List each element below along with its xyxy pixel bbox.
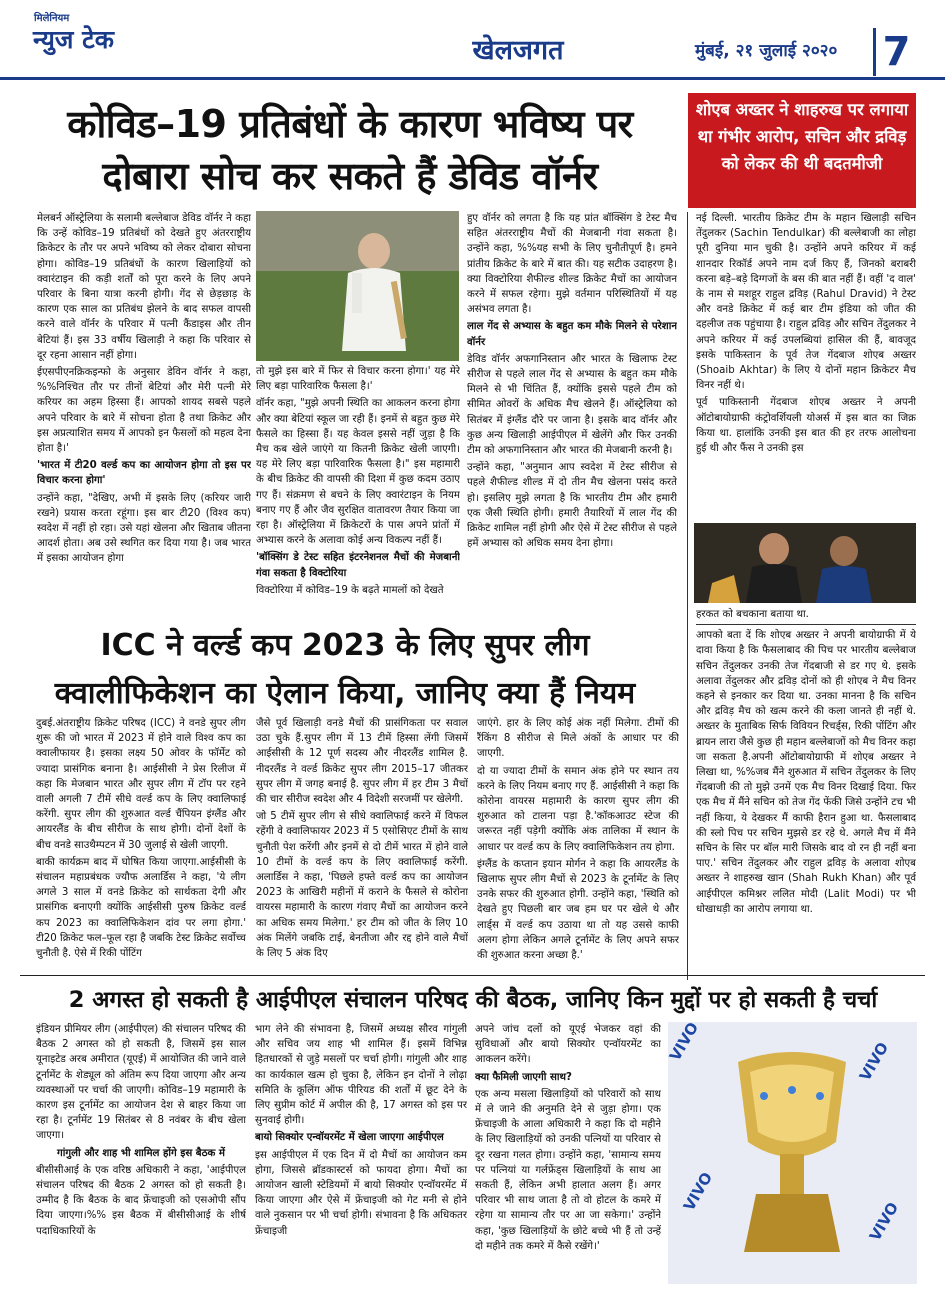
- story1-paragraph: हुए वॉर्नर को लगता है कि यह प्रांत बॉक्सिंग डे टेस्ट मैच सहित अंतरराष्ट्रीय मैचों की मेजबानी गंवा सकता है। उन्होंने कहा, %%यह सभी के लिए चुनौतीपूर्ण है। हमने प्रांतीय क्रिकेट के बारे में बात की। यह सटीक उदाहरण है। क्या विक्टोरिया शैफील्ड शील्ड क्रिकेट मैचों का आयोजन करने में सफल रहेगा। मुझे वर्तमान परिस्थितियों में यह असंभव लगता है।: [467, 213, 677, 316]
- story2-paragraph: दो या ज्यादा टीमों के समान अंक होने पर स्थान तय करने के लिए नियम बनाए गए हैं. आईसीसी ने कहा कि कोरोना वायरस महामारी के कारण सुपर लीग की शुरुआत को टालना पड़ा है.'कॉकआउट स्टेज की जरूरत नहीं पड़ेगी क्योंकि अंक तालिका में स्थान के आधार पर वर्ल्ड कप के लिए क्वालिफिकेशन तय होगा.: [477, 765, 679, 853]
- story2-headline-line1: ICC ने वर्ल्ड कप 2023 के लिए सुपर लीग: [100, 628, 590, 663]
- story3-paragraph: इंडियन प्रीमियर लीग (आईपीएल) की संचालन परिषद की बैठक 2 अगस्त को हो सकती है, जिसमें इस साल यूनाइटेड अरब अमीरात (यूएई) में आयोजित की जाने वाले टूर्नामेंट के शेड्यूल को अंतिम रूप दिया जाएगा और अन्य व्यवस्थाओं पर चर्चा की जाएगी। कोविड–19 महामारी के कारण इस टूर्नामेंट का आयोजन देश से बाहर किया जा रहा है। टूर्नामेंट 19 सितंबर से 8 नवंबर के बीच खेला जाएगा।: [36, 1024, 246, 1142]
- story1-paragraph: वॉर्नर कहा, "मुझे अपनी स्थिति का आकलन करना होगा और क्या बेटियां स्कूल जा रही हैं। इनमें से बहुत कुछ मेरे फैसले का हिस्सा हैं। यह केवल इससे नहीं जुड़ा है कि मैच कब खेले जाएंगे या कितनी क्रिकेट खेली जाएगी। यह मेरे लिए बड़ा पारिवारिक फैसला है।" इस महामारी के बीच क्रिकेट की वापसी की दिशा में कुछ कदम उठाए गए हैं। संक्रमण से बचने के लिए क्वारंटाइन के नियम बनाए गए हैं और जैव सुरक्षित वातावरण तैयार किया जा रहा है। ऑस्ट्रेलिया में क्रिकेटरों के पास अपने प्रांतों में अभ्यास करने के अलावा कोई अन्य विकल्प नहीं हैं।: [256, 398, 460, 547]
- story1-paragraph: विक्टोरिया में कोविड–19 के बढ़ते मामलों को देखते: [256, 584, 444, 596]
- shahrukh-shoaib-photo: [694, 523, 916, 603]
- sidebar-headline: शोएब अख्तर ने शाहरुख पर लगाया था गंभीर आरोप, सचिन और द्रविड़ को लेकर की थी बदतमीजी: [688, 93, 916, 208]
- sponsor-logo: VIVO: [865, 1199, 903, 1244]
- sidebar-paragraph: पूर्व पाकिस्तानी गेंदबाज शोएब अख्तर ने अपनी ऑटोबायोग्राफी कंट्रोवर्शियली योअर्स में इस बात का जिक्र किया था. हालांकि उनकी इस बात की हर तरफ आलोचना हुई थी और फैंस ने उनकी इस: [696, 397, 916, 455]
- story1-col1: [37, 211, 251, 606]
- story2-col3: [477, 716, 679, 978]
- story2-paragraph: इंग्लैंड के कप्तान इयान मोर्गन ने कहा कि आयरलैंड के खिलाफ सुपर लीग मैचों से 2023 के टूर्नामेंट के लिए उनके सफर की शुरुआत होगी. उन्होंने कहा, 'स्थिति को देखते हुए पिछली बार जब हम घर पर खेले थे और लार्ड्स में वर्ल्ड कप उठाया था तो यह उससे काफी अलग होगा लेकिन अगले टूर्नामेंट के लिए अपने सफर की शुरुआत करना अच्छा है.': [477, 858, 679, 962]
- story2-paragraph: बाकी कार्यक्रम बाद में घोषित किया जाएगा.आईसीसी के संचालन महाप्रबंधक ज्यौफ अलार्डिस ने कहा, 'ये लीग अगले 3 साल में वनडे क्रिकेट को सार्थकता देगी और प्रासंगिक बनाएगी क्योंकि आईसीसी पुरुष क्रिकेट वर्ल्ड कप 2023 का क्वालिफिकेशन दांव पर लगा होगा.' टी20 क्रिकेट फल–फूल रहा है जबकि टेस्ट क्रिकेट सर्वोच्च चुनौती है. ऐसे में रिकी पोंटिंग: [36, 856, 246, 960]
- story2-col1: [36, 716, 246, 978]
- story2-paragraph: जाएंगे. हार के लिए कोई अंक नहीं मिलेगा. टीमों की रैंकिंग 8 सीरीज से मिले अंकों के आधार पर की जाएगी.: [477, 718, 679, 760]
- story1-paragraph: तो मुझे इस बारे में फिर से विचार करना होगा।' यह मेरे लिए बड़ा पारिवारिक फैसला है।': [256, 366, 460, 393]
- shahrukh-shoaib-photo-graphic: [694, 523, 916, 603]
- brand-name: न्युज टेक: [33, 25, 114, 54]
- ipl-trophy-photo: [668, 1022, 917, 1284]
- sidebar-col-continued: [696, 607, 916, 977]
- story2-paragraph: जैसे पूर्व खिलाड़ी वनडे मैचों की प्रासंगिकता पर सवाल उठा चुके हैं.सुपर लीग में 13 टीमें हिस्सा लेंगी जिसमें आईसीसी के 12 पूर्ण सदस्य और नीदरलैंड शामिल है. नीदरलैंड ने वर्ल्ड क्रिकेट सुपर लीग 2015–17 जीतकर सुपर लीग में जगह बनाई है. सुपर लीग में हर टीम 3 मैचों की चार सीरीज स्वदेश और 4 विदेशी सरजमीं पर खेलेगी.: [256, 718, 468, 806]
- story3-subhead: बायो सिक्योर एन्वॉयरमेंट में खेला जाएगा आईपीएल: [255, 1132, 444, 1144]
- story2-headline: [20, 622, 670, 718]
- story3-col1: [36, 1022, 246, 1284]
- sidebar-paragraph: नई दिल्ली. भारतीय क्रिकेट टीम के महान खिलाड़ी सचिन तेंदुलकर (Sachin Tendulkar) की बल्लेबाजी का लोहा पूरी दुनिया मान चुकी है। उन्होंने अपने करियर में कई शानदार रिकॉर्ड अपने नाम दर्ज किए हैं, जिनको बराबरी करना बड़े–बड़े दिग्गजों के बस की बात नहीं हैं। वहीं 'द वाल' के नाम से मशहूर राहुल द्रविड़ (Rahul Dravid) ने टेस्ट और वनडे क्रिकेट में कई बार टीम इंडिया को जीत की दहलीज तक पहुंचाया है। राहुल द्रविड़ और सचिन तेंदुलकर ने अपने करियर में कई उपलब्धियां हासिल की हैं, बावजूद इसके पाकिस्तान के पूर्व तेज गेंदबाज शोएब अख्तर (Shoaib Akhtar) के लिए ये दोनों महान क्रिकेटर मैच विनर नहीं थे।: [696, 213, 916, 392]
- section-rule: [20, 975, 925, 976]
- story3-paragraph: बीसीसीआई के एक वरिष्ठ अधिकारी ने कहा, 'आईपीएल संचालन परिषद की बैठक 2 अगस्त को हो सकती है। उम्मीद है कि बैठक के बाद फ्रेंचाइजी को एसओपी सौंप दिया जाएगा।%% इस बैठक में बीसीसीआई के शीर्ष पदाधिकारियों के: [36, 1164, 246, 1237]
- story2-paragraph: दुबई.अंतराष्ट्रीय क्रिकेट परिषद (ICC) ने वनडे सुपर लीग शुरू की जो भारत में 2023 में होने वाले विश्व कप का क्वालीफायर है। इसका लक्ष्य 50 ओवर के फॉर्मेट को ज्यादा प्रासंगिक बनाना है। आईसीसी ने प्रेस रिलीज में कहा कि मेजबान भारत और सुपर लीग में टॉप पर रहने वाली अगली 7 टीमें सीधे वर्ल्ड कप के लिए क्वालिफाई करेंगी. सुपर लीग की शुरुआत वर्ल्ड चैंपियन इंग्लैंड और आयरलैंड के बीच सीरीज के साथ होगी। दोनों देशों के बीच वनडे साउथैम्पटन में 30 जुलाई से खेली जाएगी.: [36, 718, 246, 851]
- story2-headline-line2: क्वालीफिकेशन का ऐलान किया, जानिए क्या हैं नियम: [54, 676, 636, 711]
- story3-paragraph: इस आईपीएल में एक दिन में दो मैचों का आयोजन कम होगा, जिससे ब्रॉडकास्टर्स को फायदा होगा। मैचों का आयोजन खाली स्टेडियमों में बायो सिक्योर एन्वॉयरमेंट में किया जाएगा और ऐसे में फ्रेंचाइजी को गेट मनी से होने वाले नुकसान पर भी चर्चा होगी। संभावना है कि अधिकतर फ्रेंचाइजी: [255, 1149, 467, 1237]
- story1-subhead: 'बॉक्सिंग डे टेस्ट सहित इंटरनेशनल मैचों की मेजबानी गंवा सकता है विक्टोरिया: [256, 552, 460, 579]
- sponsor-logo: VIVO: [855, 1039, 893, 1084]
- story3-col3: [475, 1022, 661, 1284]
- story1-subhead: 'भारत में टी20 वर्ल्ड कप का आयोजन होगा तो इस पर विचार करना होगा': [37, 460, 251, 487]
- sidebar-paragraph: हरकत को बचकाना बताया था.: [696, 609, 809, 620]
- sidebar-paragraph: आपको बता दें कि शोएब अख्तर ने अपनी बायोग्राफी में ये दावा किया है कि फैसलाबाद की पिच पर भारतीय बल्लेबाज सचिन तेंदुलकर उनकी तेज गेंदबाजी से डर गए थे. इसके अलावा तेंदुलकर और द्रविड़ दोनों को ही शोएब ने मैच विनर कहने से इनकार कर दिया था. उनका मानना है कि सचिन और द्रविड़ मैच को खत्म करने की कला जानते ही नहीं थे. अख्तर के मुताबिक सिर्फ विवियन रिचर्ड्स, रिकी पोंटिंग और ब्रायन लारा जैसे कुछ ही महान बल्लेबाजों को मैच विनर कहा जा सकता है.अपनी ऑटोबायोग्राफी में शोएब अख्तर ने लिखा था, %%जब मैंने शुरुआत में सचिन तेंदुलकर के लिए गेंदबाजी की तो मुझे उनमें एक मैच विनर दिखाई दिया. फिर एक मैच में मैंने सचिन को तेज गेंद फेंकी जिसे उन्होंने टच भी नहीं किया, ये देखकर मैं काफी हैरान हुआ था. फैसलाबाद की स्लो पिच पर सचिन मुझसे डर रहे थे. अगले मैच में मैंने सचिन के सिर पर बॉल मारी जिसके बाद वो रन ही नहीं बना पाए.' सचिन तेंदुलकर और राहुल द्रविड़ के अलावा शोएब अख्तर ने शाहरुख खान (Shah Rukh Khan) और पूर्व आईपीएल कमिश्नर ललित मोदी (Lalit Modi) पर भी धोखाधड़ी का आरोप लगाया था.: [696, 630, 916, 915]
- page-number: 7: [873, 28, 917, 76]
- sponsor-logo: VIVO: [679, 1169, 717, 1214]
- ipl-trophy-graphic: [668, 1022, 917, 1284]
- story2-col2: [256, 716, 468, 978]
- story1-subhead: लाल गेंद से अभ्यास के बहुत कम मौके मिलने से परेशान वॉर्नर: [467, 321, 677, 348]
- story1-col3: [467, 211, 677, 606]
- warner-photo: [256, 211, 459, 361]
- sidebar-col: [696, 211, 916, 523]
- story1-paragraph: उन्होंने कहा, "देखिए, अभी में इसके लिए (करियर जारी रखने) प्रयास करता रहूंगा। इस बार टी20 (विश्व कप) स्वदेश में नहीं हो रहा। उसे यहां खेलना और खिताब जीतना आदर्श होता। अब उसे स्थगित कर दिया गया है। जब भारत में इसका आयोजन होगा: [37, 492, 251, 565]
- story1-paragraph: डेविड वॉर्नर अफगानिस्तान और भारत के खिलाफ टेस्ट सीरीज से पहले लाल गेंद से अभ्यास के बहुत कम मौके मिलने से भी चिंतित हैं, क्योंकि इससे पहले टीम को सीमित ओवरों के अधिक मैच खेलने हैं। ऑस्ट्रेलिया को सितंबर में इंग्लैंड दौरे पर जाना है। इसके बाद वॉर्नर और कुछ अन्य खिलाड़ी आईपीएल में खेलेंगे और फिर उनकी टीम को अफगानिस्तान और भारत की मेजबानी करनी है।: [467, 353, 677, 457]
- story3-paragraph: एक अन्य मसला खिलाड़ियों को परिवारों को साथ में ले जाने की अनुमति देने से जुड़ा होगा। एक फ्रेंचाइजी के आला अधिकारी ने कहा कि दो महीने के लिए खिलाड़ियों को उनकी पत्नियों या परिवार से दूर रखना गलत होगा। उन्होंने कहा, 'सामान्य समय पर पत्नियां या गर्लफ्रेंड्स खिलाड़ियों के साथ आ सकती हैं, लेकिन अभी हालात अलग हैं। अगर परिवार भी साथ जाता है तो वो होटल के कमरे में रहेगा या सामान्य तौर पर आ जा सकेगा।' उन्होंने कहा, 'कुछ खिलाड़ियों के छोटे बच्चे भी हैं तो उन्हें दो महीने तक कमरे में कैसे रखेंगे।': [475, 1088, 661, 1252]
- story3-subhead: गांगुली और शाह भी शामिल होंगे इस बैठक में: [57, 1147, 225, 1159]
- dateline: मुंबई, २१ जुलाई २०२०: [695, 41, 838, 61]
- section-title: खेलजगत: [472, 35, 564, 66]
- story1-headline: [30, 98, 670, 202]
- warner-photo-graphic: [256, 211, 459, 361]
- story1-headline-line2: दोबारा सोच कर सकते हैं डेविड वॉर्नर: [102, 154, 598, 198]
- story3-paragraph: अपने जांच दलों को यूएई भेजकर वहां की सुविधाओं और बायो सिक्योर एन्वॉयरमेंट का आकलन करेंगे।: [475, 1024, 661, 1066]
- story2-paragraph: जो 5 टीमें सुपर लीग से सीधे क्वालिफाई करने में विफल रहेंगी वे क्वालिफायर 2023 में 5 एसोसिएट टीमों के साथ चुनौती पेश करेंगी और इनमें से दो टीमें भारत में होने वाले 10 टीमों के वर्ल्ड कप के लिए क्वालिफाई करेंगी. अलार्डिस ने कहा, 'पिछले हफ्ते वर्ल्ड कप का आयोजन 2023 के आखिरी महीनों में कराने के फैसले से कोरोना वायरस महामारी के कारण गंवाए मैचों का आयोजन करने का अधिक समय मिलेगा.' हर टीम को जीत के लिए 10 अंक मिलेंगे जबकि टाई, बेनतीजा और रद्द होने वाले मैचों के लिए 5 अंक दिए: [256, 811, 468, 960]
- story1-paragraph: मेलबर्न ऑस्ट्रेलिया के सलामी बल्लेबाज डेविड वॉर्नर ने कहा कि उन्हें कोविड–19 प्रतिबंधों को देखते हुए अंतरराष्ट्रीय क्रिकेटर के तौर पर अपने भविष्य को लेकर दोबारा सोचना होगा। कोविड–19 प्रतिबंधों के कारण खिलाड़ियों को क्वारंटाइन की कड़ी शर्तों को पूरा करने के लिए अपने परिवार के बिना यात्रा करनी होगी। गेंद से छेड़छाड़ के कारण एक साल का प्रतिबंध झेलने के बाद सफल वापसी करने वाले वॉर्नर के परिवार में पत्नी कैंडाइस और तीन बेटियां हैं। इस 33 वर्षीय खिलाड़ी ने कहा कि परिवार से दूर रहना आसान नहीं होगा।: [37, 213, 251, 361]
- story1-paragraph: उन्होंने कहा, "अनुमान आप स्वदेश में टेस्ट सीरीज से पहले शैफील्ड शील्ड में दो तीन मैच खेलना पसंद करते हो। इसलिए मुझे लगता है कि भारतीय टीम और हमारी एक जैसी स्थिति होगी। हमारी तैयारियों में लाल गेंद की क्रिकेट शामिल नहीं होगी और ऐसे में टेस्ट सीरीज से पहले हमें अभ्यास को अधिक समय देना होगा।: [467, 462, 677, 550]
- story3-subhead: क्या फैमिली जाएगी साथ?: [475, 1071, 572, 1083]
- story1-paragraph: ईएसपीएनक्रिकइन्फो के अनुसार डेविन वॉर्नर ने कहा, %%निश्चित तौर पर तीनों बेटियां और मेरी पत्नी मेरे करियर का अहम हिस्सा हैं। आपको शायद सबसे पहले अपने परिवार के बारे में सोचना होता है तथा क्रिकेट और इस अप्रत्याशित समय में आपको इन फैसलों को महत्व देना होता है।': [37, 367, 251, 455]
- story1-col2: [256, 364, 460, 616]
- sidebar-divider: [687, 212, 688, 980]
- story3-headline: 2 अगस्त हो सकती है आईपीएल संचालन परिषद की बैठक, जानिए किन मुद्दों पर हो सकती है चर्चा: [68, 987, 878, 1013]
- story1-headline-line1: कोविड–19 प्रतिबंधों के कारण भविष्य पर: [67, 102, 633, 146]
- sponsor-logo: VIVO: [668, 1022, 703, 1064]
- story3-col2: [255, 1022, 467, 1284]
- story3-paragraph: भाग लेने की संभावना है, जिसमें अध्यक्ष सौरव गांगुली और सचिव जय शाह भी शामिल हैं। इसमें विभिन्न हितधारकों से जुड़े मसलों पर चर्चा होगी। गांगुली और शाह का कार्यकाल खत्म हो चुका है, लेकिन इन दोनों ने लोढ़ा समिति के कूलिंग ऑफ पीरियड की शर्तों में छूट देने के लिए सुप्रीम कोर्ट में अपील की है, 17 अगस्त को इस पर सुनवाई होगी।: [255, 1024, 467, 1127]
- sidebar-rule: [696, 624, 916, 625]
- brand-tagline: मिलेनियम: [34, 13, 70, 24]
